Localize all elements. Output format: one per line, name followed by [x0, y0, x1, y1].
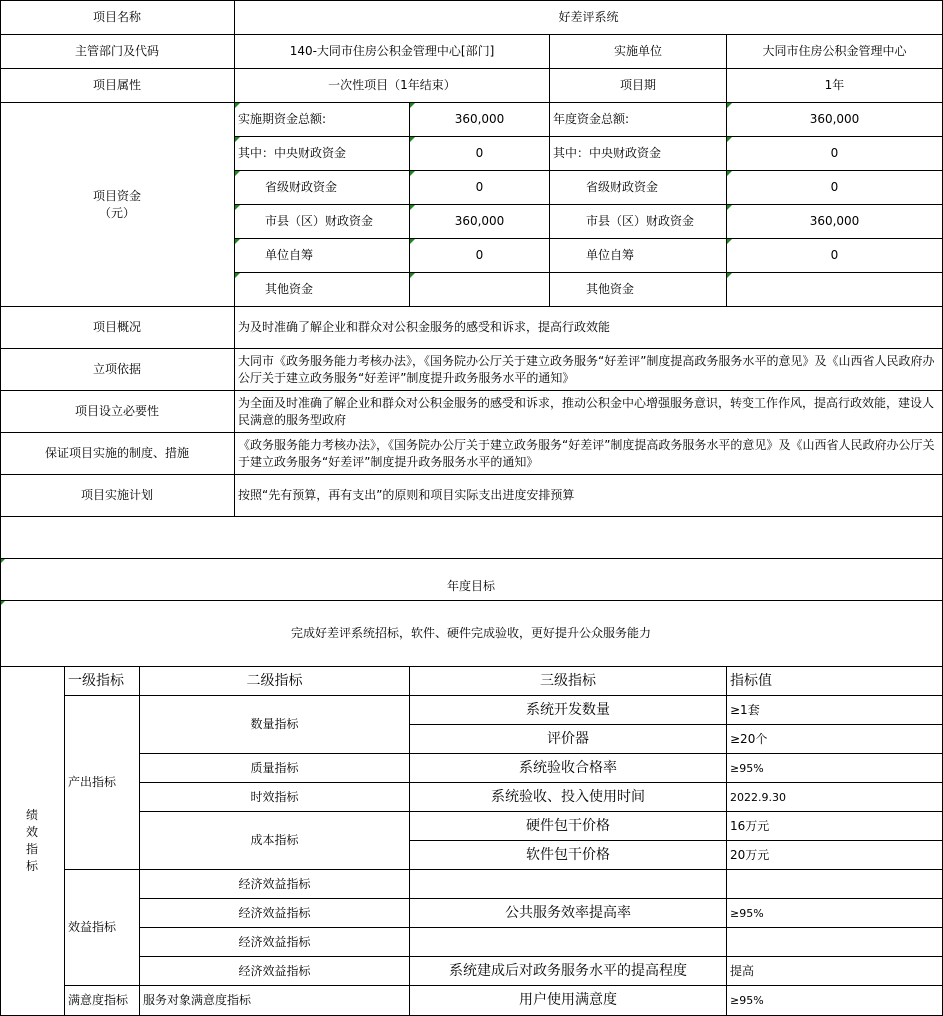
fund-left-value: 0	[410, 137, 550, 171]
fund-left-label: 单位自筹	[235, 239, 410, 273]
fund-right-label: 省级财政资金	[550, 171, 727, 205]
fund-right-value: 0	[727, 239, 943, 273]
fund-right-value: 360,000	[727, 103, 943, 137]
perf-l3-item: 系统开发数量	[410, 696, 727, 725]
comment-marker	[0, 601, 5, 606]
dept-value: 140-大同市住房公积金管理中心[部门]	[235, 35, 550, 69]
perf-value	[727, 870, 943, 899]
fund-left-label: 市县（区）财政资金	[235, 205, 410, 239]
perf-l3-item: 系统验收合格率	[410, 754, 727, 783]
perf-l2-item: 经济效益指标	[140, 957, 410, 986]
perf-l2-item: 经济效益指标	[140, 928, 410, 957]
comment-marker	[410, 205, 415, 210]
attr-label: 项目属性	[0, 69, 235, 103]
perf-side-label-text: 绩效指标	[25, 808, 38, 873]
perf-value: ≥95%	[727, 899, 943, 928]
perf-value: ≥20个	[727, 725, 943, 754]
perf-header-l3: 三级指标	[410, 667, 727, 696]
comment-marker	[235, 205, 240, 210]
perf-l3-item: 软件包干价格	[410, 841, 727, 870]
comment-marker	[410, 273, 415, 278]
perf-header-value: 指标值	[727, 667, 943, 696]
comment-marker	[727, 205, 732, 210]
perf-value: 16万元	[727, 812, 943, 841]
comment-marker	[235, 239, 240, 244]
perf-l2-item: 质量指标	[140, 754, 410, 783]
comment-marker	[727, 239, 732, 244]
fund-left-value: 360,000	[410, 103, 550, 137]
perf-value: ≥95%	[727, 754, 943, 783]
comment-marker	[235, 273, 240, 278]
fund-left-value: 0	[410, 171, 550, 205]
comment-marker	[727, 273, 732, 278]
perf-l2-item: 经济效益指标	[140, 899, 410, 928]
blank-row	[0, 517, 943, 559]
perf-value: ≥1套	[727, 696, 943, 725]
comment-marker	[410, 103, 415, 108]
measures-value: 《政务服务能力考核办法》，《国务院办公厅关于建立政务服务“好差评”制度提高政务服务水平的意见》及《山西省人民政府办公厅关于建立政务服务“好差评”制度提升政务服务水平的通知》	[235, 433, 943, 475]
name-label: 项目名称	[0, 0, 235, 35]
fund-right-label: 单位自筹	[550, 239, 727, 273]
perf-header-l2: 二级指标	[140, 667, 410, 696]
perf-l1-satisfaction: 满意度指标	[65, 986, 140, 1016]
perf-l3-item	[410, 870, 727, 899]
comment-marker	[235, 137, 240, 142]
perf-l3-item: 公共服务效率提高率	[410, 899, 727, 928]
perf-l2-item: 时效指标	[140, 783, 410, 812]
perf-side-label	[0, 667, 65, 1016]
perf-l3-item: 用户使用满意度	[410, 986, 727, 1016]
comment-marker	[410, 239, 415, 244]
perf-l2-item: 经济效益指标	[140, 870, 410, 899]
annual-content: 完成好差评系统招标，软件、硬件完成验收，更好提升公众服务能力	[0, 601, 943, 667]
perf-l3-item: 评价器	[410, 725, 727, 754]
perf-l2-item: 成本指标	[140, 812, 410, 870]
overview-label: 项目概况	[0, 307, 235, 349]
fund-right-label: 年度资金总额:	[550, 103, 727, 137]
perf-l1-benefit: 效益指标	[65, 870, 140, 986]
comment-marker	[235, 103, 240, 108]
fund-left-label: 其中：中央财政资金	[235, 137, 410, 171]
comment-marker	[410, 137, 415, 142]
comment-marker	[727, 171, 732, 176]
fund-left-label: 其他资金	[235, 273, 410, 307]
necessity-label: 项目设立必要性	[0, 391, 235, 433]
name-value: 好差评系统	[235, 0, 943, 35]
perf-header-l1: 一级指标	[65, 667, 140, 696]
annual-title: 年度目标	[0, 559, 943, 601]
overview-value: 为及时准确了解企业和群众对公积金服务的感受和诉求，提高行政效能	[235, 307, 943, 349]
fund-left-value: 0	[410, 239, 550, 273]
perf-l2-item: 服务对象满意度指标	[140, 986, 410, 1016]
fund-left-value	[410, 273, 550, 307]
comment-marker	[727, 103, 732, 108]
fund-left-label: 实施期资金总额:	[235, 103, 410, 137]
attr-value: 一次性项目（1年结束）	[235, 69, 550, 103]
necessity-value: 为全面及时准确了解企业和群众对公积金服务的感受和诉求，推动公积金中心增强服务意识，转变工作作风，提高行政效能，建设人民满意的服务型政府	[235, 391, 943, 433]
fund-right-label: 其他资金	[550, 273, 727, 307]
fund-right-value: 360,000	[727, 205, 943, 239]
comment-marker	[0, 559, 5, 564]
perf-l3-item: 系统建成后对政务服务水平的提高程度	[410, 957, 727, 986]
perf-l2-item: 数量指标	[140, 696, 410, 754]
perf-l1-output: 产出指标	[65, 696, 140, 870]
plan-value: 按照“先有预算，再有支出”的原则和项目实际支出进度安排预算	[235, 475, 943, 517]
fund-right-value: 0	[727, 137, 943, 171]
basis-value: 大同市《政务服务能力考核办法》，《国务院办公厅关于建立政务服务“好差评”制度提高政务服务水平的意见》及《山西省人民政府办公厅关于建立政务服务“好差评”制度提升政务服务水平的通知》	[235, 349, 943, 391]
perf-value: ≥95%	[727, 986, 943, 1016]
period-label: 项目期	[550, 69, 727, 103]
funds-label-line2: （元）	[98, 205, 135, 220]
fund-right-value	[727, 273, 943, 307]
perf-l3-item: 系统验收、投入使用时间	[410, 783, 727, 812]
perf-l3-item: 硬件包干价格	[410, 812, 727, 841]
perf-value	[727, 928, 943, 957]
impl-label: 实施单位	[550, 35, 727, 69]
dept-label: 主管部门及代码	[0, 35, 235, 69]
period-value: 1年	[727, 69, 943, 103]
fund-right-label: 市县（区）财政资金	[550, 205, 727, 239]
fund-left-label: 省级财政资金	[235, 171, 410, 205]
measures-label: 保证项目实施的制度、措施	[0, 433, 235, 475]
perf-value: 2022.9.30	[727, 783, 943, 812]
comment-marker	[410, 171, 415, 176]
perf-value: 提高	[727, 957, 943, 986]
comment-marker	[727, 137, 732, 142]
basis-label: 立项依据	[0, 349, 235, 391]
perf-l3-item	[410, 928, 727, 957]
comment-marker	[235, 171, 240, 176]
fund-left-value: 360,000	[410, 205, 550, 239]
fund-right-label: 其中：中央财政资金	[550, 137, 727, 171]
funds-label	[0, 103, 235, 307]
perf-value: 20万元	[727, 841, 943, 870]
impl-value: 大同市住房公积金管理中心	[727, 35, 943, 69]
funds-label-line1: 项目资金	[92, 188, 141, 203]
fund-right-value: 0	[727, 171, 943, 205]
plan-label: 项目实施计划	[0, 475, 235, 517]
